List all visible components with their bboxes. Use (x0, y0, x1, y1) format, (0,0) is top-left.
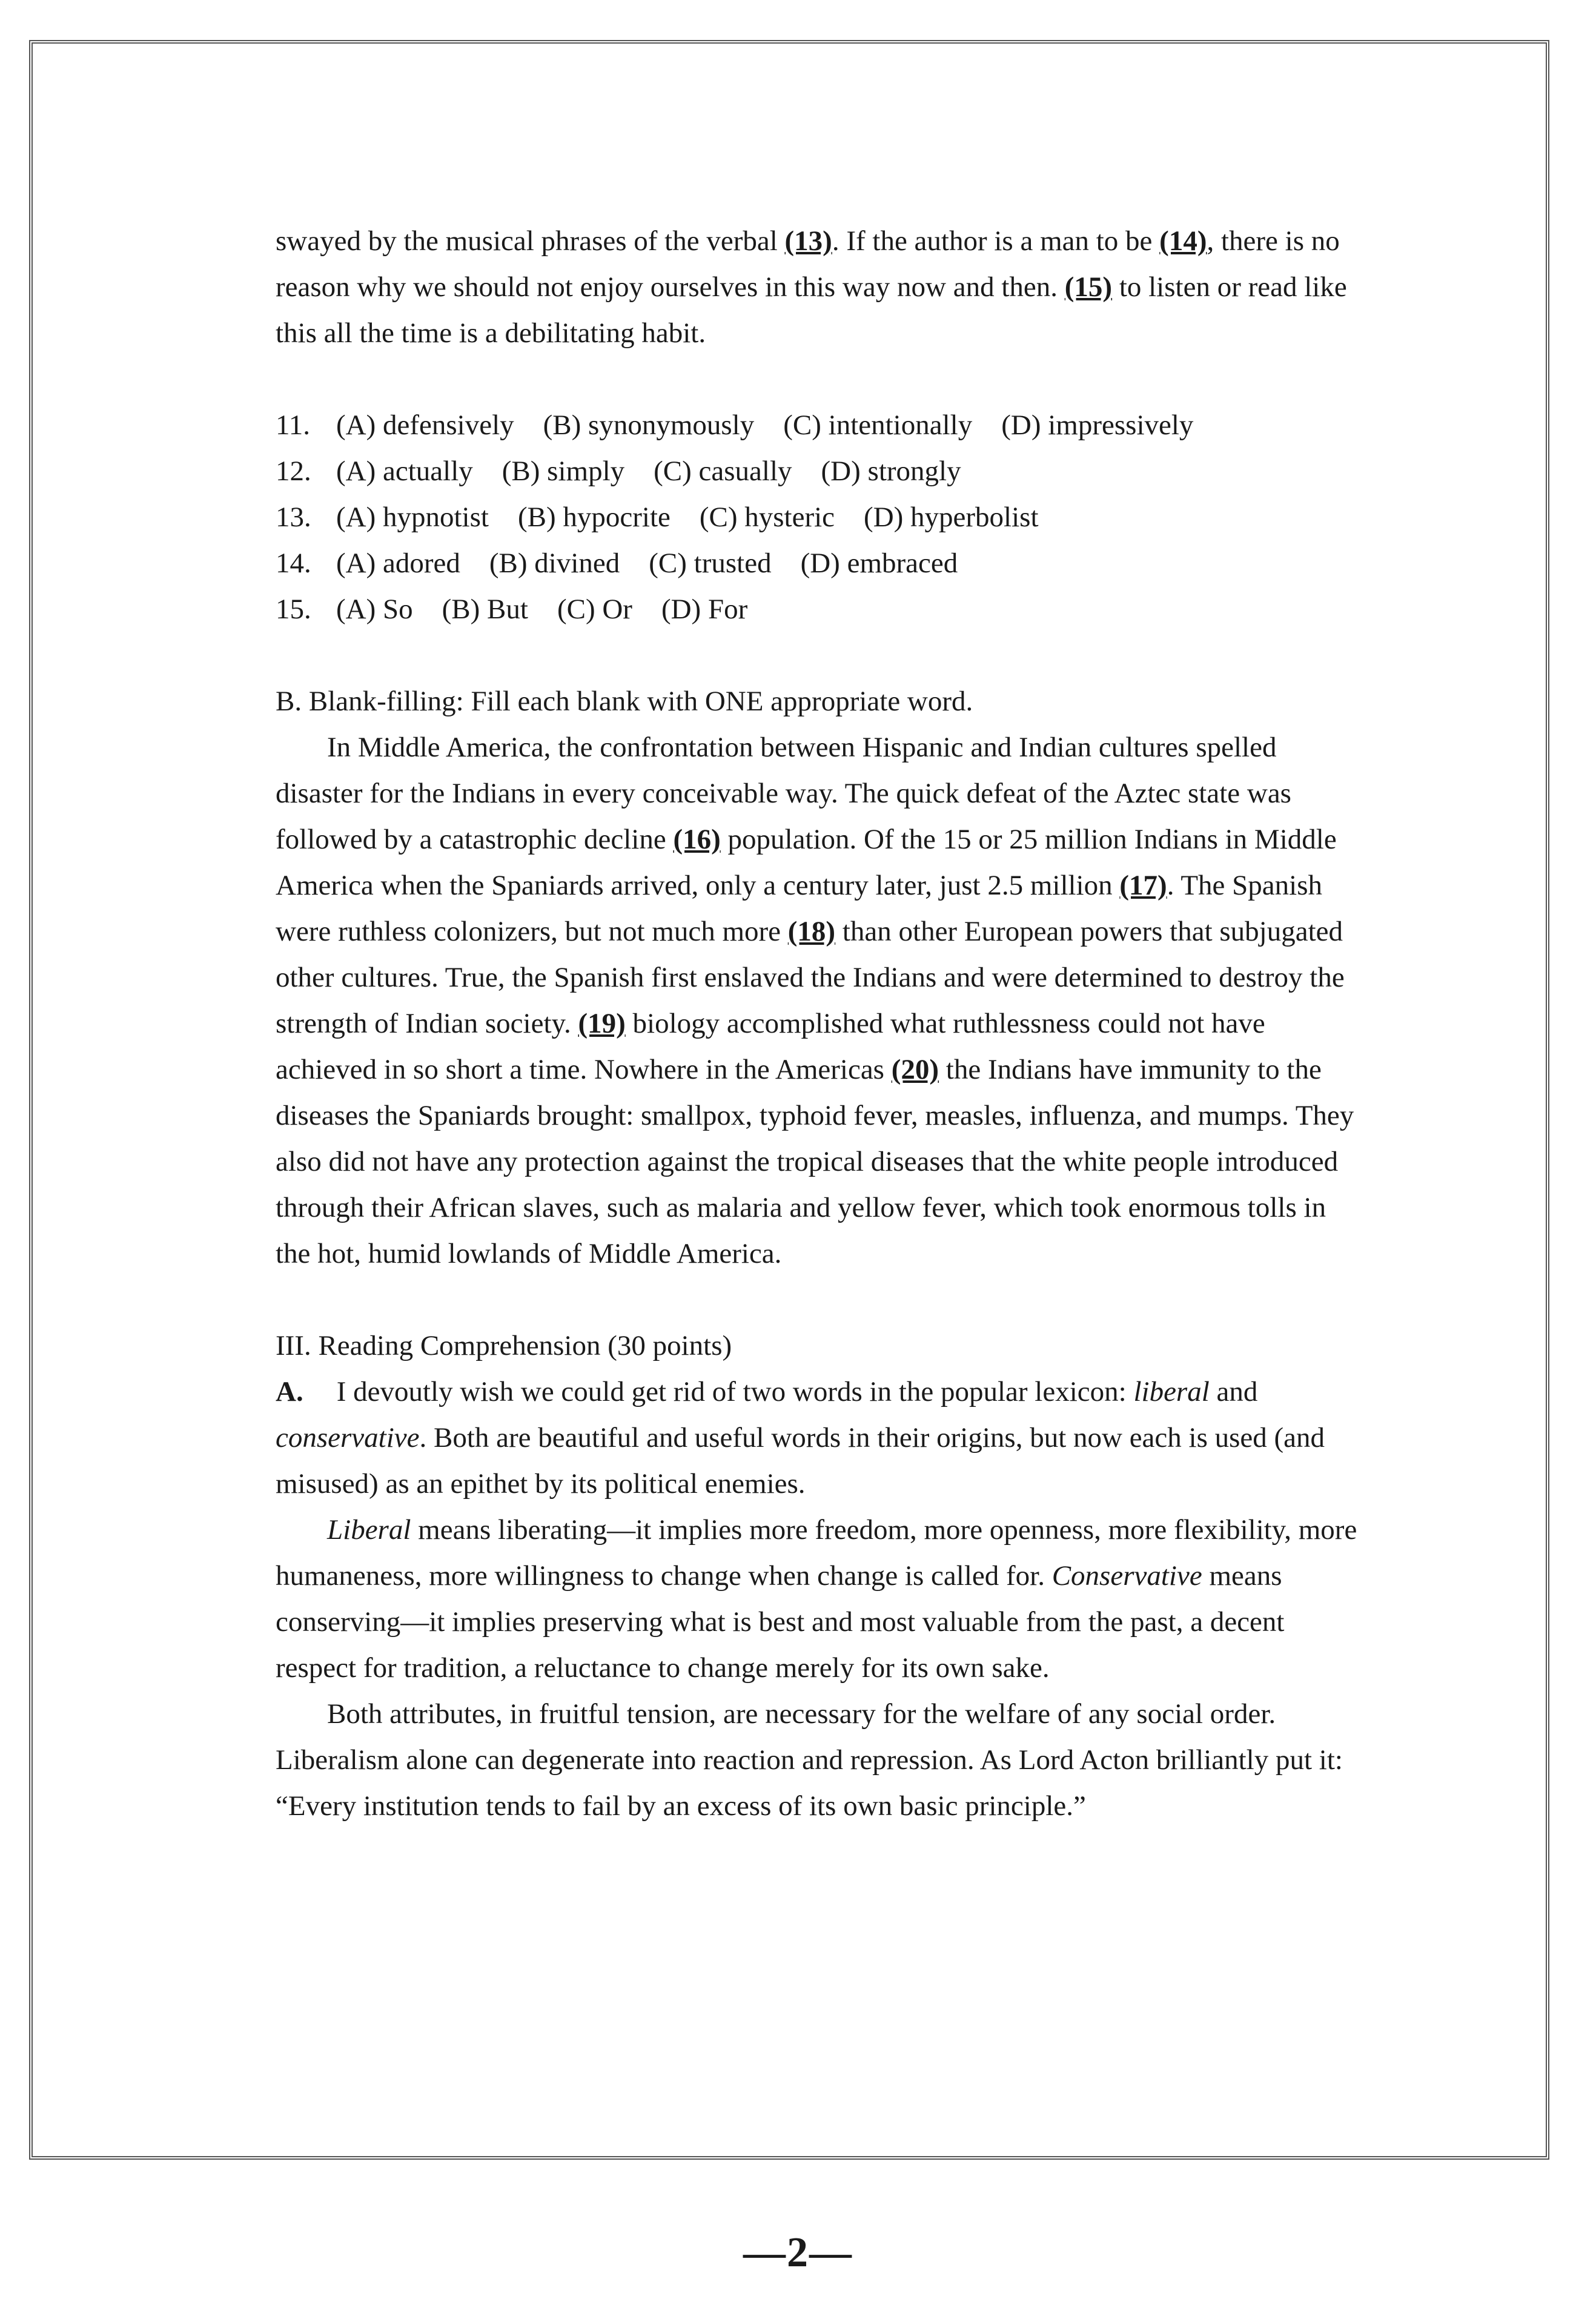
question-13-options: 13. (A) hypnotist (B) hypocrite (C) hysteric (D) hyperbolist (276, 501, 1039, 533)
section-iii-a-paragraph-1: A. I devoutly wish we could get rid of two words in the popular lexicon: liberal and conservative. Both are beautiful and useful words in their origins, but now each is used (and misused) as an epithet by its political enemies. (276, 1376, 1325, 1500)
section-iii-heading: III. Reading Comprehension (30 points) (276, 1330, 732, 1361)
blank-20: (20) (891, 1054, 939, 1085)
section-iii-a-paragraph-3: Both attributes, in fruitful tension, are necessary for the welfare of any social order. Liberalism alone can degenerate into reaction and repression. As Lord Acton brilliantly put it: “Every institution tends to fail by an excess of its own basic principle.” (276, 1698, 1343, 1822)
question-11-options: 11. (A) defensively (B) synonymously (C) intentionally (D) impressively (276, 409, 1194, 441)
page-content (276, 218, 1360, 1829)
section-a-label: A. (276, 1376, 303, 1407)
page-number: —2— (743, 2229, 853, 2276)
blank-14: (14) (1159, 225, 1207, 257)
blank-19: (19) (578, 1008, 626, 1039)
section-b-heading: B. Blank-filling: Fill each blank with ONE appropriate word. (276, 686, 973, 717)
multiple-choice-options (276, 402, 1360, 632)
blank-17: (17) (1119, 870, 1167, 901)
blank-16: (16) (673, 824, 721, 855)
blank-15: (15) (1064, 271, 1113, 303)
question-12-options: 12. (A) actually (B) simply (C) casually (D) strongly (276, 455, 961, 487)
question-14-options: 14. (A) adored (B) divined (C) trusted (D) embraced (276, 547, 958, 579)
blank-13: (13) (784, 225, 832, 257)
passage-continuation: swayed by the musical phrases of the verbal (13). If the author is a man to be (14), there is no reason why we should not enjoy ourselves in this way now and then. (15) to listen or read like this all the time is a debilitating habit. (276, 225, 1347, 349)
section-iii-a-paragraph-2: Liberal means liberating—it implies more freedom, more openness, more flexibility, more humaneness, more willingness to change when change is called for. Conservative means conserving—it implies preserving what is best and most valuable from the past, a decent respect for tradition, a reluctance to change merely for its own sake. (276, 1514, 1357, 1684)
question-15-options: 15. (A) So (B) But (C) Or (D) For (276, 594, 748, 625)
blank-18: (18) (787, 916, 836, 947)
section-b-passage: In Middle America, the confrontation between Hispanic and Indian cultures spelled disaster for the Indians in every conceivable way. The quick defeat of the Aztec state was followed by a catastrophic decline (16) population. Of the 15 or 25 million Indians in Middle America when the Spaniards arrived, only a century later, just 2.5 million (17). The Spanish were ruthless colonizers, but not much more (18) than other European powers that subjugated other cultures. True, the Spanish first enslaved the Indians and were determined to destroy the strength of Indian society. (19) biology accomplished what ruthlessness could not have achieved in so short a time. Nowhere in the Americas (20) the Indians have immunity to the diseases the Spaniards brought: smallpox, typhoid fever, measles, influenza, and mumps. They also did not have any protection against the tropical diseases that the white people introduced through their African slaves, such as malaria and yellow fever, which took enormous tolls in the hot, humid lowlands of Middle America. (276, 732, 1354, 1269)
